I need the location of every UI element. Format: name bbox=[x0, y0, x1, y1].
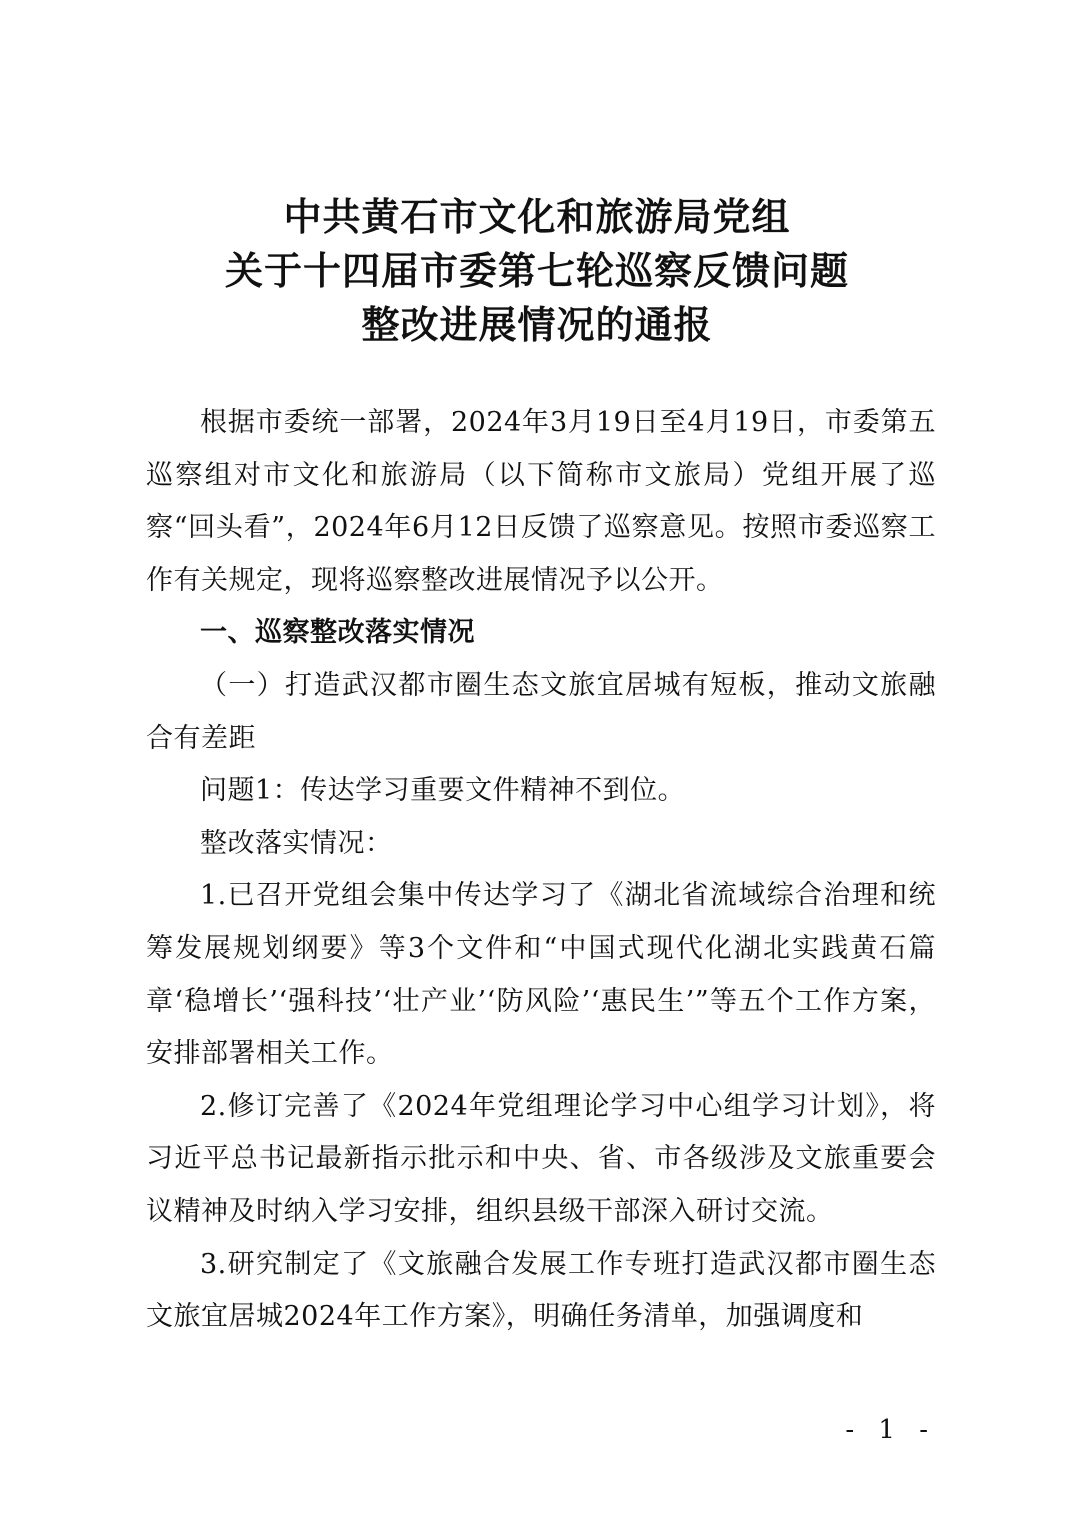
title-line-3: 整改进展情况的通报 bbox=[361, 302, 713, 347]
rectify-item-1: 1.已召开党组会集中传达学习了《湖北省流域综合治理和统筹发展规划纲要》等3个文件和“中国式现代化湖北实践黄石篇章‘稳增长’‘强科技’‘壮产业’‘防风险’‘惠民生’”等五个工作方案，安排部署相关工作。 bbox=[146, 880, 936, 1070]
document-title bbox=[0, 190, 1074, 352]
title-line-1: 中共黄石市文化和旅游局党组 bbox=[283, 194, 791, 239]
subsection-heading-1: （一）打造武汉都市圈生态文旅宜居城有短板，推动文旅融合有差距 bbox=[146, 669, 936, 754]
title-line-2: 关于十四届市委第七轮巡察反馈问题 bbox=[224, 248, 849, 293]
rectify-item-2: 2.修订完善了《2024年党组理论学习中心组学习计划》，将习近平总书记最新指示批示和中央、省、市各级涉及文旅重要会议精神及时纳入学习安排，组织县级干部深入研讨交流。 bbox=[146, 1090, 936, 1227]
rectify-item-3: 3.研究制定了《文旅融合发展工作专班打造武汉都市圈生态文旅宜居城2024年工作方案》，明确任务清单，加强调度和 bbox=[146, 1248, 936, 1333]
page-number: - 1 - bbox=[845, 1415, 936, 1445]
section-heading-1: 一、巡察整改落实情况 bbox=[200, 617, 475, 649]
intro-paragraph: 根据市委统一部署，2024年3月19日至4月19日，市委第五巡察组对市文化和旅游局（以下简称市文旅局）党组开展了巡察“回头看”，2024年6月12日反馈了巡察意见。按照市委巡察工作有关规定，现将巡察整改进展情况予以公开。 bbox=[146, 407, 937, 596]
rectify-label: 整改落实情况： bbox=[200, 827, 393, 859]
document-body bbox=[146, 397, 936, 1344]
problem-1: 问题1：传达学习重要文件精神不到位。 bbox=[200, 775, 686, 807]
